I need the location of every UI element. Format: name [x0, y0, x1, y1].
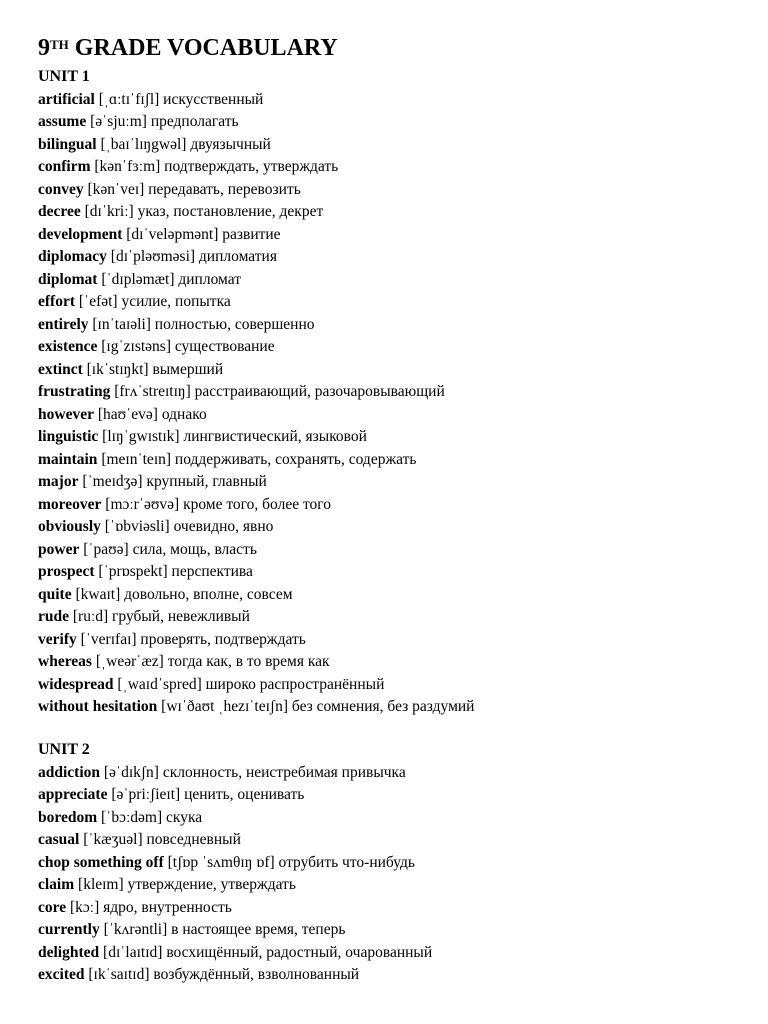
vocab-translation: грубый, невежливый	[112, 608, 250, 625]
vocab-word: diplomacy	[38, 248, 107, 265]
vocab-entry	[38, 606, 758, 629]
vocab-word: effort	[38, 293, 75, 310]
vocab-word: confirm	[38, 158, 91, 175]
unit-heading: UNIT 2	[38, 741, 90, 758]
vocab-transcription: [ˌɑːtɪˈfɪʃl]	[98, 90, 160, 108]
vocab-transcription: [meɪnˈteɪn]	[101, 450, 172, 468]
vocab-word: decree	[38, 203, 81, 220]
vocab-transcription: [kənˈfɜːm]	[94, 158, 161, 175]
vocab-word: diplomat	[38, 270, 98, 288]
vocab-entry	[38, 89, 758, 112]
vocab-transcription: [kwaɪt]	[75, 585, 121, 603]
vocab-entry	[38, 651, 758, 674]
vocab-word: existence	[38, 338, 98, 355]
vocab-entry	[38, 359, 758, 382]
vocab-entry	[38, 516, 758, 539]
vocab-entry	[38, 179, 758, 202]
vocab-transcription: [ˌwaɪdˈspred]	[117, 675, 202, 693]
vocab-entry	[38, 784, 758, 807]
vocab-transcription: [dɪˈlaɪtɪd]	[103, 943, 163, 961]
vocab-translation: однако	[161, 405, 207, 423]
vocab-translation: проверять, подтверждать	[140, 630, 306, 648]
vocab-word: linguistic	[38, 428, 99, 445]
vocab-entry	[38, 426, 758, 449]
vocab-entry	[38, 539, 758, 562]
vocab-entry	[38, 449, 758, 472]
vocab-transcription: [ɪnˈtaɪəli]	[92, 315, 151, 333]
vocab-translation: развитие	[222, 225, 281, 243]
vocab-word: casual	[38, 831, 80, 848]
vocab-entry	[38, 629, 758, 652]
unit-1-entry-list	[38, 89, 758, 719]
vocab-word: quite	[38, 585, 72, 603]
vocab-word: delighted	[38, 943, 100, 961]
vocab-entry	[38, 584, 758, 607]
vocab-entry	[38, 561, 758, 584]
vocab-transcription: [kənˈveɪ]	[87, 180, 145, 198]
vocab-transcription: [haʊˈevə]	[97, 405, 158, 423]
vocab-entry	[38, 942, 758, 965]
vocab-entry	[38, 224, 758, 247]
vocab-entry	[38, 852, 758, 875]
vocab-word: boredom	[38, 808, 98, 826]
vocab-translation: ядро, внутренность	[103, 898, 232, 916]
vocab-transcription: [ˈɒbviəsli]	[104, 518, 170, 535]
vocab-entry	[38, 807, 758, 830]
vocab-translation: усилие, попытка	[121, 293, 231, 310]
vocab-entry	[38, 111, 758, 134]
vocab-word: power	[38, 540, 80, 558]
vocab-entry	[38, 336, 758, 359]
vocab-transcription: [ˈkʌrəntli]	[103, 921, 168, 938]
vocab-transcription: [ˈdɪpləmæt]	[101, 270, 175, 288]
vocab-translation: склонность, неистребимая привычка	[162, 763, 406, 781]
vocab-word: extinct	[38, 360, 83, 378]
vocab-translation: ценить, оценивать	[184, 786, 305, 803]
vocab-transcription: [ˈpaʊə]	[83, 540, 129, 558]
vocab-entry	[38, 269, 758, 292]
vocab-word: excited	[38, 966, 85, 983]
vocab-translation: передавать, перевозить	[148, 180, 301, 198]
vocab-transcription: [ˈmeɪdʒə]	[82, 473, 143, 490]
vocab-translation: существование	[174, 338, 275, 355]
vocab-word: moreover	[38, 495, 102, 513]
unit-heading: UNIT 1	[38, 68, 90, 85]
vocab-word: addiction	[38, 763, 101, 781]
vocab-entry	[38, 829, 758, 852]
vocab-entry	[38, 381, 758, 404]
vocab-translation: сила, мощь, власть	[132, 540, 257, 558]
vocab-transcription: [dɪˈpləʊməsi]	[110, 248, 196, 265]
vocab-entry	[38, 762, 758, 785]
title-text: GRADE VOCABULARY	[68, 35, 338, 61]
vocab-translation: расстраивающий, разочаровывающий	[194, 383, 445, 400]
vocab-entry	[38, 919, 758, 942]
vocab-word: without hesitation	[38, 698, 158, 715]
vocab-transcription: [əˈpriːʃieɪt]	[111, 786, 181, 803]
vocab-word: appreciate	[38, 786, 108, 803]
vocab-word: widespread	[38, 675, 114, 693]
vocab-transcription: [ˈbɔːdəm]	[101, 808, 163, 826]
vocab-translation: предполагать	[150, 113, 239, 130]
vocab-entry	[38, 246, 758, 269]
vocab-entry	[38, 964, 758, 987]
vocab-transcription: [ˈverɪfaɪ]	[80, 630, 137, 648]
vocab-word: artificial	[38, 90, 95, 108]
vocab-transcription: [lɪŋˈgwɪstɪk]	[102, 428, 180, 445]
vocab-translation: крупный, главный	[146, 473, 267, 490]
vocab-word: core	[38, 898, 67, 916]
vocab-translation: отрубить что-нибудь	[278, 853, 415, 871]
vocab-translation: довольно, вполне, совсем	[124, 585, 293, 603]
vocab-word: claim	[38, 876, 75, 893]
vocab-translation: указ, постановление, декрет	[137, 203, 324, 220]
vocab-word: obviously	[38, 518, 101, 535]
vocab-entry	[38, 201, 758, 224]
vocab-entry	[38, 134, 758, 157]
vocab-word: however	[38, 405, 94, 423]
vocab-translation: вымерший	[152, 360, 224, 378]
vocab-entry	[38, 674, 758, 697]
vocab-translation: двуязычный	[190, 135, 271, 153]
vocab-word: rude	[38, 608, 69, 625]
vocab-word: bilingual	[38, 135, 97, 153]
vocab-transcription: [kɔː]	[69, 898, 100, 916]
vocab-transcription: [ˈprɒspekt]	[98, 563, 168, 580]
title-ordinal-suffix: TH	[50, 37, 69, 52]
vocab-word: whereas	[38, 653, 92, 670]
vocab-word: chop something off	[38, 853, 164, 871]
vocab-word: currently	[38, 921, 100, 938]
vocab-entry	[38, 897, 758, 920]
vocab-transcription: [kleɪm]	[78, 876, 124, 893]
vocab-transcription: [əˈdɪkʃn]	[103, 763, 159, 781]
vocab-translation: перспектива	[171, 563, 253, 580]
vocab-word: assume	[38, 113, 87, 130]
vocab-translation: широко распространённый	[205, 675, 385, 693]
vocab-word: entirely	[38, 315, 89, 333]
vocab-translation: возбуждённый, взволнованный	[153, 966, 360, 983]
vocab-translation: поддерживать, сохранять, содержать	[174, 450, 417, 468]
vocab-transcription: [dɪˈkriː]	[84, 203, 134, 220]
vocab-word: frustrating	[38, 383, 111, 400]
vocab-transcription: [ˌbaɪˈlɪŋgwəl]	[100, 135, 187, 153]
vocab-translation: утверждение, утверждать	[127, 876, 296, 893]
vocab-translation: полностью, совершенно	[154, 315, 315, 333]
vocab-word: major	[38, 473, 79, 490]
vocab-transcription: [əˈsjuːm]	[90, 113, 147, 130]
unit-1-section	[38, 66, 758, 719]
vocab-transcription: [ˈkæʒuəl]	[83, 831, 143, 848]
vocab-word: development	[38, 225, 123, 243]
vocab-translation: лингвистический, языковой	[183, 428, 367, 445]
vocab-word: maintain	[38, 450, 98, 468]
vocab-transcription: [mɔːrˈəʊvə]	[105, 495, 180, 513]
unit-2-section	[38, 739, 758, 987]
vocab-entry	[38, 156, 758, 179]
vocab-transcription: [wɪˈðaʊt ˌhezɪˈteɪʃn]	[161, 698, 289, 715]
vocab-word: convey	[38, 180, 84, 198]
vocab-entry	[38, 471, 758, 494]
vocab-translation: без сомнения, без раздумий	[291, 698, 475, 715]
vocab-entry	[38, 291, 758, 314]
vocab-transcription: [ˌweərˈæz]	[95, 653, 164, 670]
vocab-entry	[38, 874, 758, 897]
vocab-entry	[38, 314, 758, 337]
page-title	[38, 33, 338, 63]
vocab-translation: в настоящее время, теперь	[171, 921, 346, 938]
vocab-transcription: [ˈefət]	[78, 293, 118, 310]
vocab-entry	[38, 404, 758, 427]
vocab-translation: дипломатия	[198, 248, 277, 265]
vocab-entry	[38, 494, 758, 517]
vocab-entry	[38, 696, 758, 719]
vocab-translation: кроме того, более того	[183, 495, 331, 513]
vocab-transcription: [ruːd]	[72, 608, 109, 625]
vocab-transcription: [ɪkˈstɪŋkt]	[86, 360, 149, 378]
vocab-translation: очевидно, явно	[173, 518, 274, 535]
vocab-translation: искусственный	[163, 90, 264, 108]
vocab-word: verify	[38, 630, 77, 648]
vocab-translation: дипломат	[178, 270, 241, 288]
vocab-transcription: [dɪˈveləpmənt]	[126, 225, 219, 243]
vocab-translation: тогда как, в то время как	[167, 653, 330, 670]
vocab-word: prospect	[38, 563, 95, 580]
vocab-translation: повседневный	[146, 831, 241, 848]
vocab-transcription: [tʃɒp ˈsʌmθɪŋ ɒf]	[167, 853, 275, 871]
vocab-translation: подтверждать, утверждать	[164, 158, 339, 175]
vocab-translation: скука	[166, 808, 203, 826]
vocab-transcription: [ɪgˈzɪstəns]	[101, 338, 171, 355]
title-grade-number: 9	[38, 35, 50, 61]
vocab-transcription: [frʌˈstreɪtɪŋ]	[114, 383, 191, 400]
unit-2-entry-list	[38, 762, 758, 987]
vocab-transcription: [ɪkˈsaɪtɪd]	[88, 966, 150, 983]
vocab-translation: восхищённый, радостный, очарованный	[166, 943, 433, 961]
